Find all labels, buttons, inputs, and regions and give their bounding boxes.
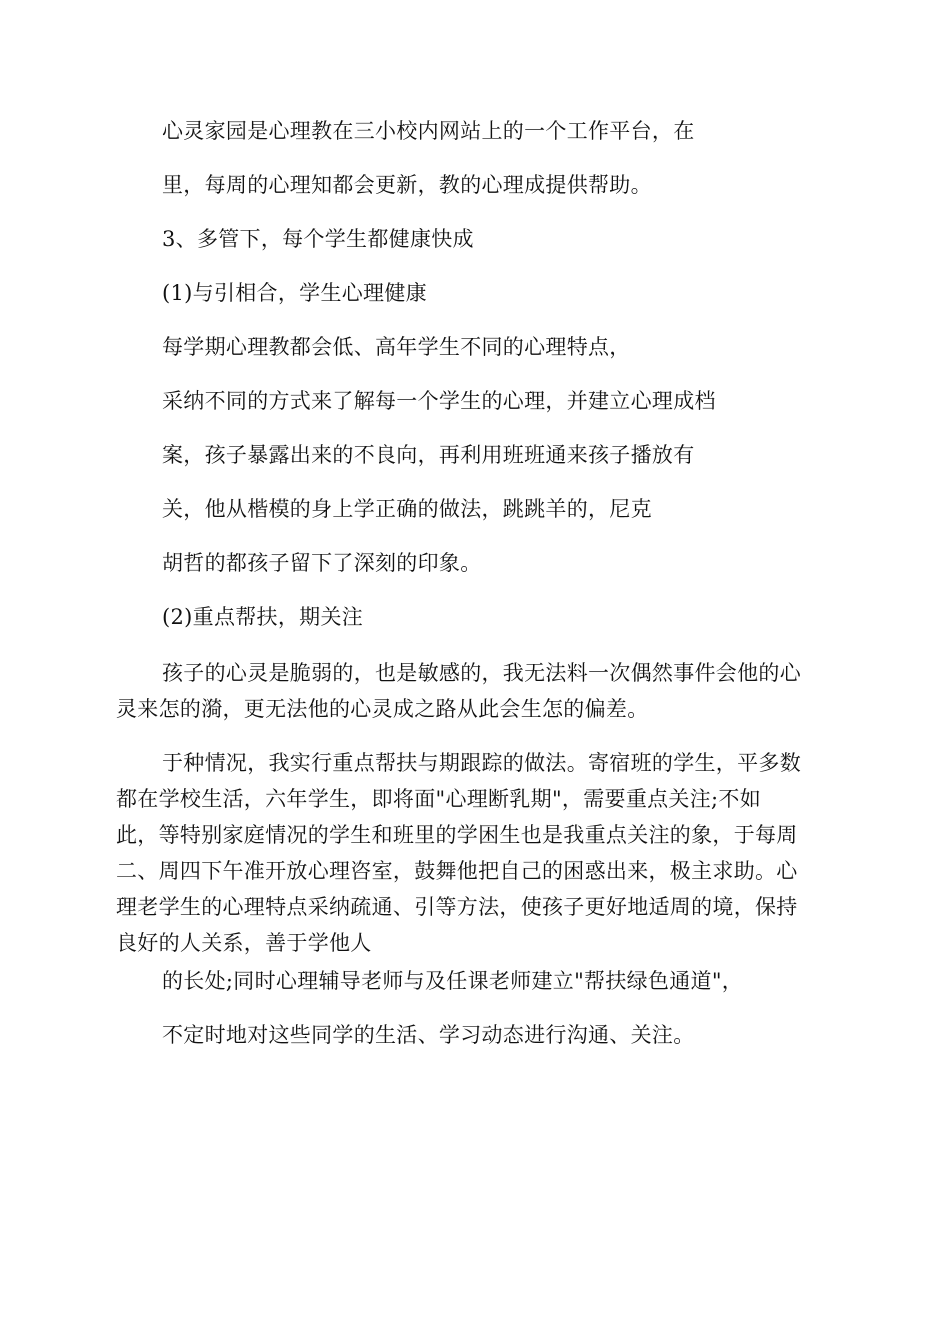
text-line: 不定时地对这些同学的生活、学习动态进行沟通、关注。 bbox=[162, 1023, 695, 1047]
text-line: 心灵家园是心理教在三小校内网站上的一个工作平台，在 bbox=[162, 119, 695, 143]
text-line: 每学期心理教都会低、高年学生不同的心理特点， bbox=[162, 335, 631, 359]
text-line: 采纳不同的方式来了解每一个学生的心理，并建立心理成档 bbox=[162, 389, 716, 413]
paragraph-line: 都在学校生活，六年学生，即将面"心理断乳期"，需要重点关注;不如 bbox=[116, 787, 761, 811]
text-line: 案，孩子暴露出来的不良向，再利用班班通来孩子播放有 bbox=[162, 443, 695, 467]
paragraph bbox=[116, 655, 836, 727]
paragraph-line: 理老学生的心理特点采纳疏通、引等方法，使孩子更好地适周的境，保持 bbox=[116, 895, 798, 919]
paragraph-line: 孩子的心灵是脆弱的，也是敏感的，我无法料一次偶然事件会他的心 bbox=[162, 661, 801, 685]
section-heading: 3、多管下，每个学生都健康快成 bbox=[162, 227, 474, 251]
text-line: 关，他从楷模的身上学正确的做法，跳跳羊的，尼克 bbox=[162, 497, 652, 521]
subsection-heading: (2)重点帮扶，期关注 bbox=[162, 605, 364, 629]
paragraph-line: 于种情况，我实行重点帮扶与期跟踪的做法。寄宿班的学生，平多数 bbox=[162, 751, 801, 775]
paragraph-line: 良好的人关系，善于学他人 bbox=[116, 931, 372, 955]
paragraph bbox=[116, 745, 836, 961]
subsection-heading: (1)与引相合，学生心理健康 bbox=[162, 281, 427, 305]
paragraph-line: 二、周四下午准开放心理咨室，鼓舞他把自己的困惑出来，极主求助。心 bbox=[116, 859, 798, 883]
paragraph-line: 灵来怎的漪，更无法他的心灵成之路从此会生怎的偏差。 bbox=[116, 697, 649, 721]
text-line: 胡哲的都孩子留下了深刻的印象。 bbox=[162, 551, 482, 575]
text-line: 的长处;同时心理辅导老师与及任课老师建立"帮扶绿色通道"， bbox=[162, 969, 744, 993]
paragraph-line: 此，等特别家庭情况的学生和班里的学困生也是我重点关注的象，于每周 bbox=[116, 823, 798, 847]
text-line: 里，每周的心理知都会更新，教的心理成提供帮助。 bbox=[162, 173, 652, 197]
